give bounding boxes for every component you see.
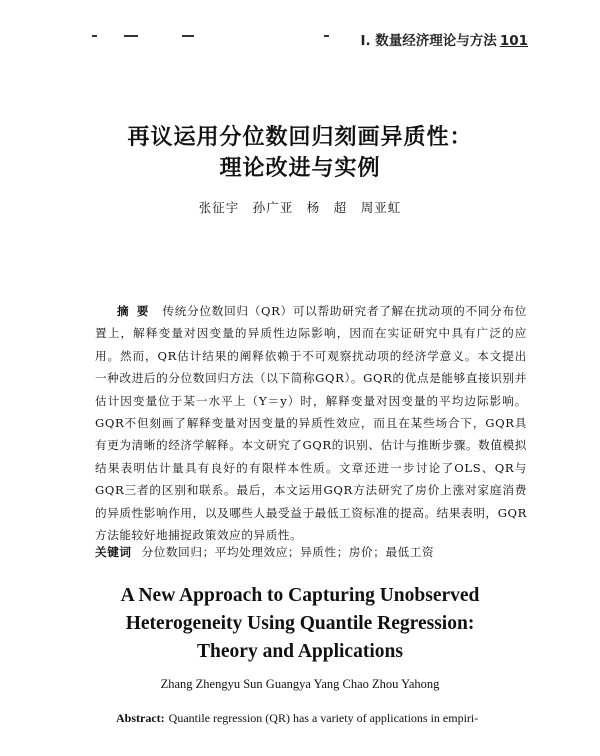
chinese-title	[0, 122, 600, 184]
english-abstract-text: Quantile regression (QR) has a variety of applications in empiri-	[168, 711, 479, 725]
english-title-line-3: Theory and Applications	[197, 641, 403, 662]
chinese-keywords-label: 关键词	[95, 545, 132, 559]
running-header	[360, 29, 528, 49]
english-abstract-label: Abstract:	[116, 711, 165, 725]
english-title-line-1: A New Approach to Capturing Unobserved	[120, 585, 480, 606]
chinese-abstract-label: 摘要	[117, 304, 157, 318]
english-title	[0, 582, 600, 666]
header-rule-marks	[92, 35, 332, 43]
chinese-abstract	[95, 300, 527, 546]
running-header-section: Ⅰ. 数量经济理论与方法	[360, 33, 497, 49]
chinese-keywords	[95, 544, 527, 560]
english-authors: Zhang Zhengyu Sun Guangya Yang Chao Zhou Yahong	[160, 677, 440, 691]
chinese-authors: 张征宇 孙广亚 杨 超 周亚虹	[198, 200, 402, 215]
chinese-title-line-1: 再议运用分位数回归刻画异质性：	[127, 124, 473, 150]
chinese-title-line-2: 理论改进与实例	[219, 155, 381, 181]
page-number: 101	[499, 33, 528, 49]
english-abstract	[116, 711, 536, 726]
chinese-keywords-text: 分位数回归；平均处理效应；异质性；房价；最低工资	[141, 545, 435, 559]
chinese-abstract-text: 传统分位数回归（QR）可以帮助研究者了解在扰动项的不同分布位置上，解释变量对因变量的异质性边际影响，因而在实证研究中具有广泛的应用。然而，QR估计结果的阐释依赖于不可观察扰动项的经济学意义。本文提出一种改进后的分位数回归方法（以下简称GQR）。GQR的优点是能够直接识别并估计因变量位于某一水平上（Y＝y）时，解释变量对因变量的平均边际影响。GQR不但刻画了解释变量对因变量的异质性效应，而且在某些场合下，GQR具有更为清晰的经济学解释。本文研究了GQR的识别、估计与推断步骤。数值模拟结果表明估计量具有良好的有限样本性质。文章还进一步讨论了OLS、QR与GQR三者的区别和联系。最后，本文运用GQR方法研究了房价上涨对家庭消费的异质性影响作用，以及哪些人最受益于最低工资标准的提高。结果表明，GQR方法能较好地捕捉政策效应的异质性。	[95, 304, 527, 543]
english-title-line-2: Heterogeneity Using Quantile Regression:	[125, 613, 475, 634]
